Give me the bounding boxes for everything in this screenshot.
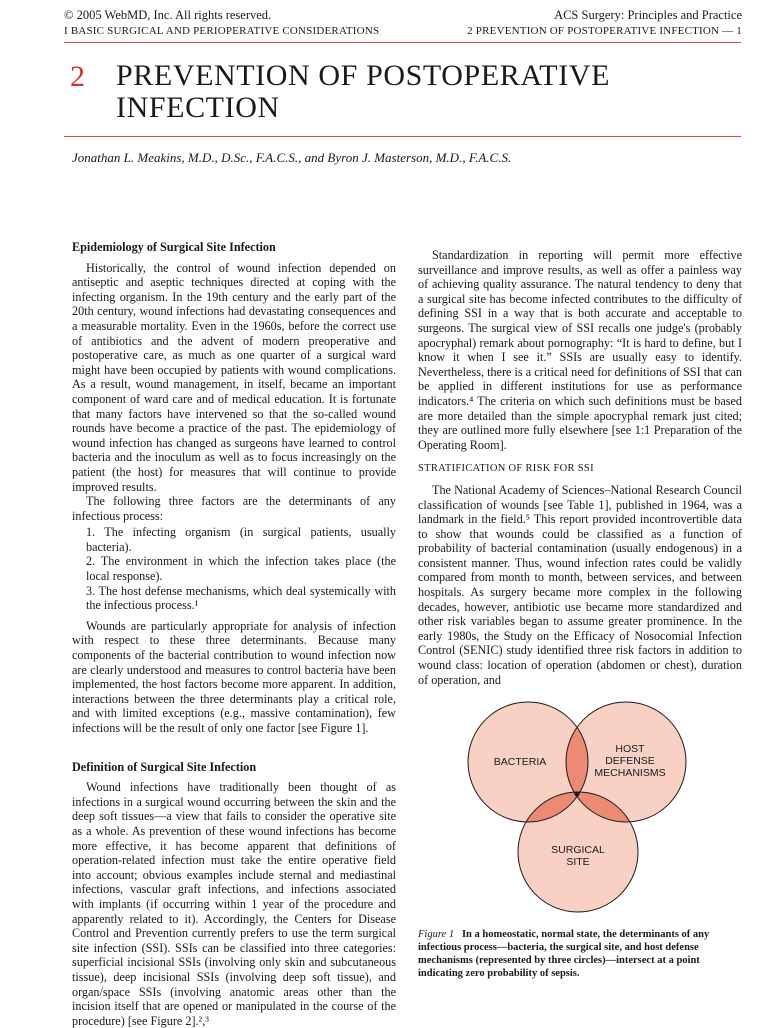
- label-mechanisms: MECHANISMS: [594, 767, 666, 779]
- label-bacteria: BACTERIA: [493, 756, 547, 768]
- paragraph: Historically, the control of wound infection depended on antiseptic and aseptic techniques directed at coping with the infecting organism. In the 19th century and the early part of the 20th century, wound infections had devastating consequences and a measurable mortality. Even in the 1960s, before the correct use of antibiotics and the advent of modern preoperative and postoperative care, as much as one quarter of a surgical ward might have been occupied by patients with wound complications. As a result, wound management, in itself, became an important component of ward care and of medical education. It is fortunate that many factors have intervened so that the so-called wound rounds have become a practice of the past. The epidemiology of wound infection has changed as surgeons have learned to control bacteria and the inoculum as well as to focus increasingly on the patient (the host) for measures that will continue to provide improved results.: [72, 260, 396, 494]
- header-rule: [64, 42, 741, 43]
- list-item: 1. The infecting organism (in surgical patients, usually bacteria).: [86, 525, 396, 554]
- section-header: I BASIC SURGICAL AND PERIOPERATIVE CONSIDERATIONS: [64, 25, 380, 37]
- paragraph: Wound infections have traditionally been thought of as infections in a surgical wound occurring between the skin and the deep soft tissues—a view that fails to consider the operative site as a whole. As prevention of these wound infections has become more effective, it has become apparent that definitions of operation-related infection must take the entire operative field into account; obvious examples include sternal and mediastinal infections, vascular graft infections, and infections associated with implants (if occurring within 1 year of the procedure and apparently related to it). Accordingly, the Centers for Disease Control and Prevention currently prefers to use the term surgical site infection (SSI). SSIs can be classified into three categories: superficial incisional SSIs (involving only skin and subcutaneous tissue), deep incisional SSIs (involving deep soft tissue), and organ/space SSIs (involving anatomic areas other than the incision itself that are opened or manipulated in the course of the procedure) [see Figure 2].²,³: [72, 780, 396, 1028]
- list-item: 2. The environment in which the infection takes place (the local response).: [86, 554, 396, 584]
- section-heading-epidemiology: Epidemiology of Surgical Site Infection: [72, 240, 276, 254]
- paragraph: Standardization in reporting will permit more effective surveillance and improve results, as well as offer a painless way of achieving quality assurance. The natural tendency to deny that a surgical site has become infected contributes to the difficulty of defining SSI in a way that is both accurate and acceptable to surgeons. The surgical view of SSI recalls one judge's (probably apocryphal) remark about pornography: “It is hard to define, but I know it when I see it.” SSIs are usually easy to identify. Nevertheless, there is a critical need for definitions of SSI that can be applied in different institutions for use as performance indicators.⁴ The criteria on which such definitions must be based are more detailed than the simple apocryphal remark just cited; they are outlined more fully elsewhere [see 1:1 Preparation of the Operating Room].: [418, 248, 742, 452]
- intersection-point: [575, 792, 580, 797]
- list-item: 3. The host defense mechanisms, which deal systemically with the infectious process.¹: [86, 583, 396, 613]
- right-column: [418, 248, 742, 687]
- section-heading-definition: Definition of Surgical Site Infection: [72, 759, 257, 774]
- label-defense: DEFENSE: [605, 755, 655, 767]
- figure-caption: [418, 928, 742, 980]
- chapter-number: 2: [70, 60, 85, 93]
- chapter-running-head: 2 PREVENTION OF POSTOPERATIVE INFECTION — 1: [467, 25, 742, 37]
- title-rule: [64, 136, 741, 137]
- label-surgical: SURGICAL: [551, 844, 605, 856]
- paragraph: The following three factors are the determinants of any infectious process:: [72, 494, 396, 523]
- subheading-risk-stratification: STRATIFICATION OF RISK FOR SSI: [418, 463, 594, 475]
- publication-title: ACS Surgery: Principles and Practice: [554, 8, 742, 22]
- label-host: HOST: [615, 743, 645, 755]
- paragraph: Wounds are particularly appropriate for analysis of infection with respect to these three determinants. Because many components of the bacterial contribution to wound infection now are clearly understood and measures to control bacteria have been implemented, the host factors become more apparent. In addition, interactions between the three determinants play a critical role, and with limited exceptions (e.g., massive contamination), few infections will be the result of only one factor [see Figure 1].: [72, 618, 396, 735]
- figure-label: Figure 1: [418, 929, 455, 940]
- paragraph: The National Academy of Sciences–National Research Council classification of wounds [see Table 1], published in 1964, was a landmark in the field.⁵ This report provided incontrovertible data to show that wounds could be classified as a function of probability of bacterial contamination (usually endogenous) in a consistent manner. Thus, wound infection rates could be validly compared from month to month, between services, and between hospitals. As surgery became more complex in the following decades, however, antibiotic use became more standardized and other risk variables began to assume greater prominence. In the early 1980s, the Study on the Efficacy of Nosocomial Infection Control (SENIC) study identified three risk factors in addition to wound class: location of operation (abdomen or chest), duration of operation, and: [418, 482, 742, 687]
- venn-diagram: [440, 690, 730, 920]
- determinants-list: [72, 525, 396, 613]
- left-column: [72, 240, 396, 1028]
- chapter-title: PREVENTION OF POSTOPERATIVE INFECTION: [116, 59, 611, 124]
- figure-caption-text: In a homeostatic, normal state, the determinants of any infectious process—bacteria, the surgical site, and host defense mechanisms (represented by three circles)—intersect at a point indicating zero probability of sepsis.: [418, 929, 710, 979]
- copyright-line: © 2005 WebMD, Inc. All rights reserved.: [64, 8, 272, 22]
- authors-line: Jonathan L. Meakins, M.D., D.Sc., F.A.C.S., and Byron J. Masterson, M.D., F.A.C.S.: [72, 150, 512, 165]
- label-site: SITE: [566, 856, 590, 868]
